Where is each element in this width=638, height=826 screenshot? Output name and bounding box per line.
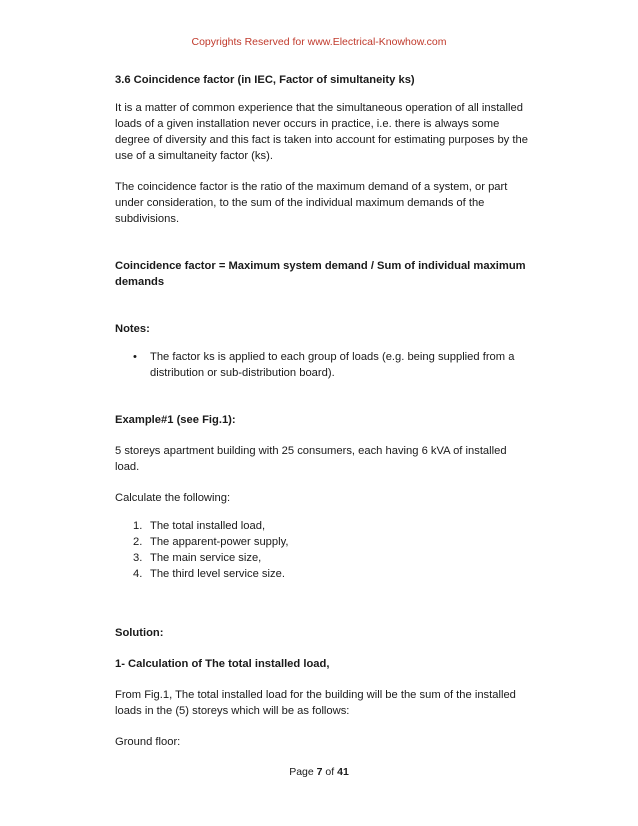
notes-list (115, 349, 530, 381)
page-content (115, 72, 530, 750)
list-number: 4. (133, 568, 143, 580)
calc-list (115, 518, 530, 582)
copyright-header: Copyrights Reserved for www.Electrical-Knowhow.com (191, 36, 447, 48)
example-text: 5 storeys apartment building with 25 consumers, each having 6 kVA of installed load. (115, 445, 507, 473)
calc-intro: Calculate the following: (115, 492, 231, 504)
list-item (115, 534, 530, 550)
paragraph-simultaneity: It is a matter of common experience that the simultaneous operation of all installed loads of a given installation never occurs in practice, i.e. there is always some degree of diversity and this fact is taken into account for estimating purposes by the use of a simultaneity factor (ks). (115, 102, 528, 162)
notes-heading: Notes: (115, 323, 150, 335)
example-heading: Example#1 (see Fig.1): (115, 414, 236, 426)
of-word: of (325, 766, 335, 778)
list-item-text: The total installed load, (150, 520, 266, 532)
page-number: 7 (316, 766, 323, 778)
page-total: 41 (337, 766, 349, 778)
page-footer (0, 766, 638, 778)
list-item-text: The main service size, (150, 552, 262, 564)
bullet-icon: • (133, 351, 137, 363)
coincidence-formula: Coincidence factor = Maximum system demand / Sum of individual maximum demands (115, 260, 526, 288)
list-item (115, 518, 530, 534)
note-text: The factor ks is applied to each group of loads (e.g. being supplied from a distribution or sub-distribution board). (150, 351, 515, 379)
list-number: 1. (133, 520, 143, 532)
list-number: 2. (133, 536, 143, 548)
list-item-text: The third level service size. (150, 568, 285, 580)
page-word: Page (289, 766, 314, 778)
list-item-text: The apparent-power supply, (150, 536, 289, 548)
list-number: 3. (133, 552, 143, 564)
paragraph-coincidence-definition: The coincidence factor is the ratio of the maximum demand of a system, or part under consideration, to the sum of the individual maximum demands of the subdivisions. (115, 181, 508, 225)
solution-heading: Solution: (115, 627, 164, 639)
solution-paragraph: From Fig.1, The total installed load for the building will be the sum of the installed loads in the (5) storeys which will be as follows: (115, 689, 516, 717)
solution-step-1: 1- Calculation of The total installed load, (115, 658, 330, 670)
list-item (115, 566, 530, 582)
ground-floor-label: Ground floor: (115, 736, 181, 748)
section-heading: 3.6 Coincidence factor (in IEC, Factor of simultaneity ks) (115, 74, 415, 86)
list-item (115, 550, 530, 566)
list-item (115, 349, 530, 381)
